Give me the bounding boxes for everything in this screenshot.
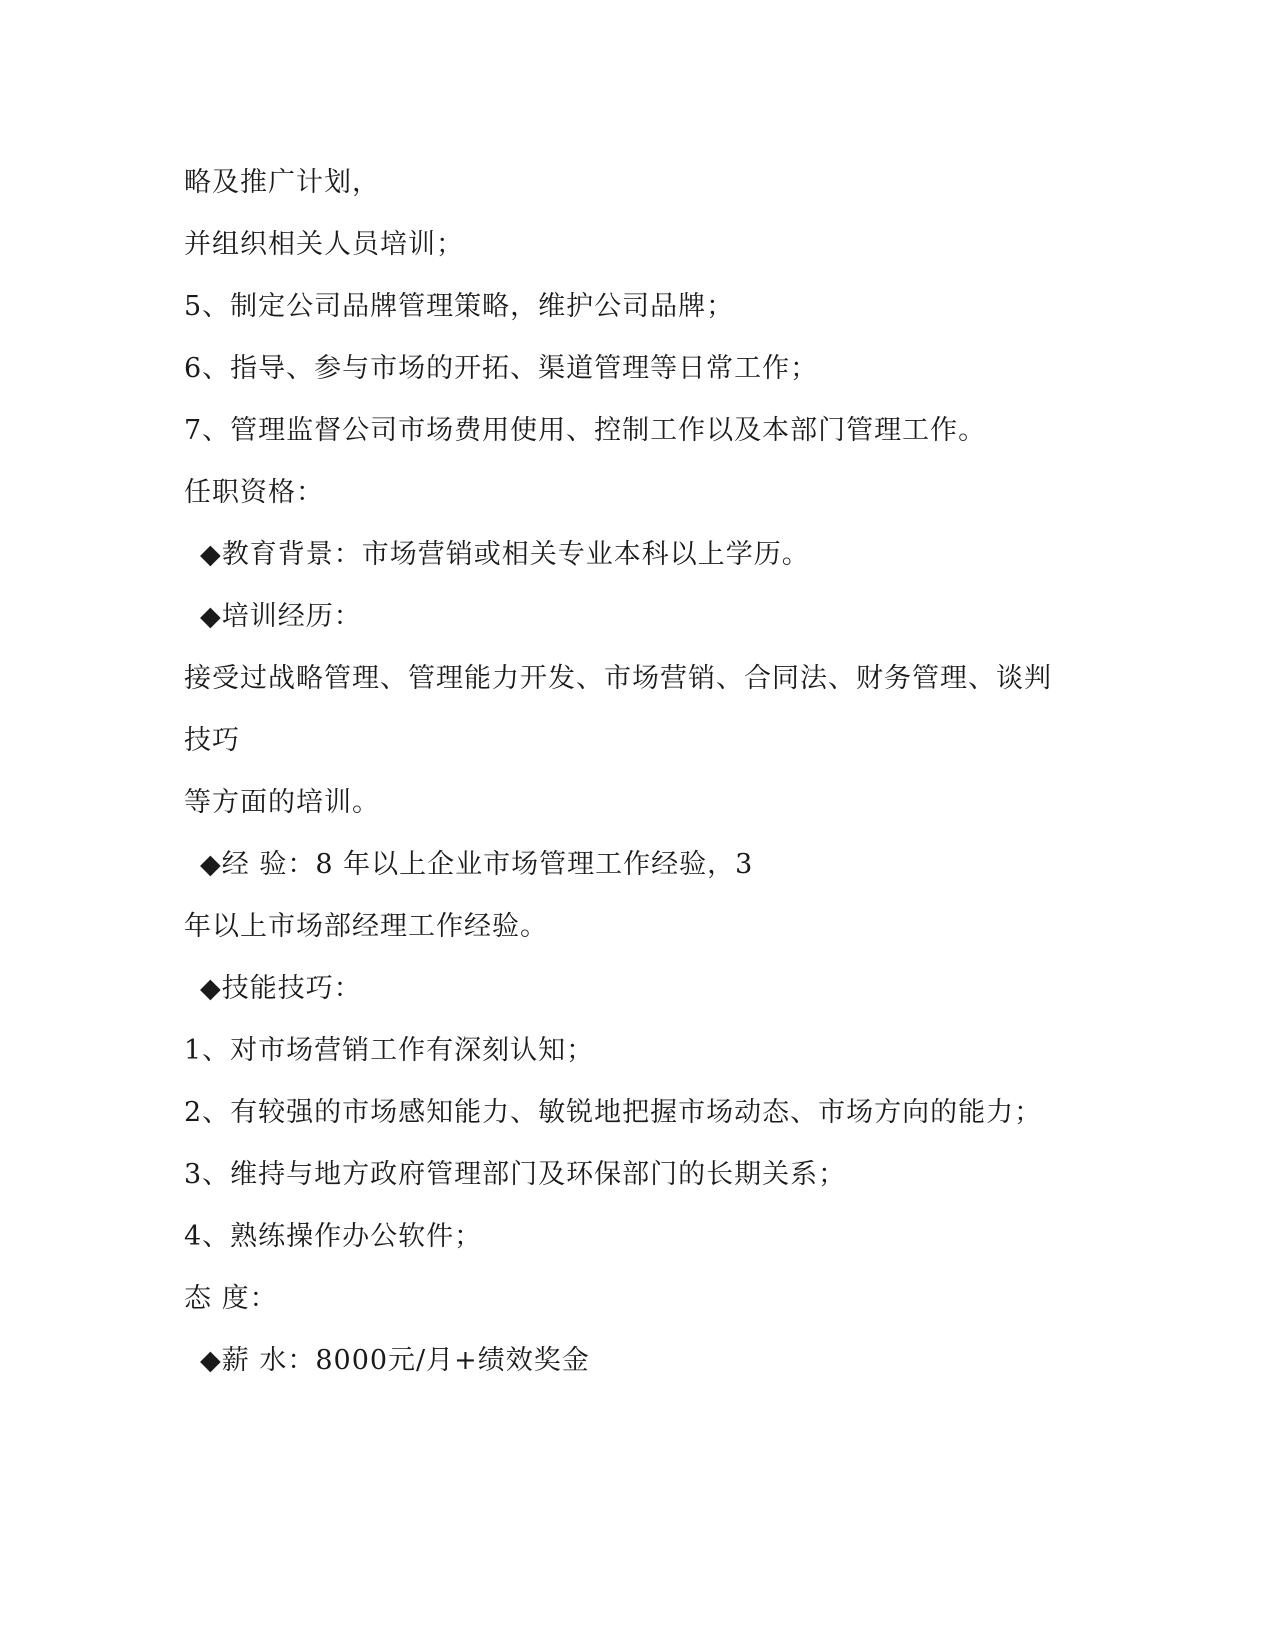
- bullet-item: ◆经 验：8 年以上企业市场管理工作经验，3: [200, 849, 754, 880]
- text-line: 略及推广计划，: [184, 167, 380, 198]
- bullet-item: ◆技能技巧：: [200, 973, 362, 1004]
- bullet-item: ◆培训经历：: [200, 601, 362, 632]
- text-line: 年以上市场部经理工作经验。: [184, 911, 548, 942]
- text-line: 7、管理监督公司市场费用使用、控制工作以及本部门管理工作。: [184, 415, 987, 446]
- section-heading: 态 度：: [184, 1283, 278, 1314]
- list-item: 1、对市场营销工作有深刻认知；: [184, 1035, 595, 1066]
- list-item: 2、有较强的市场感知能力、敏锐地把握市场动态、市场方向的能力；: [184, 1097, 1043, 1128]
- bullet-item: ◆薪 水：8000元/月+绩效奖金: [200, 1345, 590, 1376]
- text-line: 5、制定公司品牌管理策略，维护公司品牌；: [184, 291, 735, 322]
- list-item: 4、熟练操作办公软件；: [184, 1221, 483, 1252]
- text-line: 接受过战略管理、管理能力开发、市场营销、合同法、财务管理、谈判: [184, 663, 1052, 694]
- section-heading: 任职资格：: [184, 477, 324, 508]
- text-line: 等方面的培训。: [184, 787, 380, 818]
- list-item: 3、维持与地方政府管理部门及环保部门的长期关系；: [184, 1159, 847, 1190]
- text-line: 技巧: [184, 725, 240, 756]
- text-line: 6、指导、参与市场的开拓、渠道管理等日常工作；: [184, 353, 819, 384]
- bullet-item: ◆教育背景：市场营销或相关专业本科以上学历。: [200, 539, 810, 570]
- text-line: 并组织相关人员培训；: [184, 229, 464, 260]
